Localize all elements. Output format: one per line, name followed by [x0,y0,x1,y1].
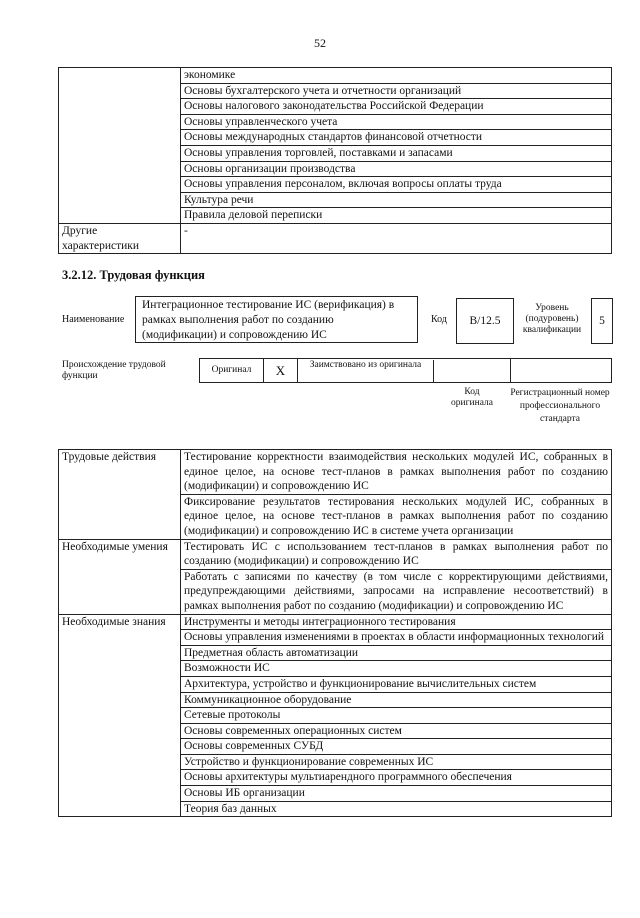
list-item: Основы управления торговлей, поставками и запасами [181,145,612,161]
level-label: Уровень (подуровень) квалификации [522,303,582,335]
table-row [59,68,612,84]
knowledge-item: Основы современных операционных систем [181,723,612,739]
page-number: 52 [314,36,326,50]
table-row [59,450,612,495]
knowledge-label: Необходимые знания [59,614,181,817]
list-item: Основы бухгалтерского учета и отчетности организаций [181,83,612,99]
knowledge-item: Возможности ИС [181,661,612,677]
borrowed-label: Заимствовано из оригинала [298,360,434,382]
list-item: Основы налогового законодательства Российской Федерации [181,99,612,115]
list-item: Основы международных стандартов финансовой отчетности [181,130,612,146]
skills-label: Необходимые умения [59,539,181,614]
function-details-table [58,449,612,817]
origin-row [199,358,612,383]
list-item: Культура речи [181,192,612,208]
name-label: Наименование [62,314,125,325]
skill-item: Тестировать ИС с использованием тест-планов в рамках выполнения работ по созданию (модификации) и сопровождению ИС [181,539,612,569]
knowledge-item: Сетевые протоколы [181,708,612,724]
knowledge-item: Устройство и функционирование современных ИС [181,754,612,770]
original-mark: X [264,359,298,382]
knowledge-item: Инструменты и методы интеграционного тестирования [181,614,612,630]
list-item: Основы организации производства [181,161,612,177]
action-item: Фиксирование результатов тестирования нескольких модулей ИС, собранных в единое целое, на основе тест-планов в рамках выполнения работ по созданию (модификации) и сопровождению ИС в системе учета организации [181,494,612,539]
action-item: Тестирование корректности взаимодействия нескольких модулей ИС, собранных в единое целое, на основе тест-планов в рамках выполнения работ по созданию (модификации) и сопровождению ИС [181,450,612,495]
reg-number-cell [511,359,611,382]
knowledge-item: Основы ИБ организации [181,786,612,802]
knowledge-item: Теория баз данных [181,801,612,817]
knowledge-item: Предметная область автоматизации [181,645,612,661]
knowledge-item: Основы архитектуры мультиарендного программного обеспечения [181,770,612,786]
list-item: экономике [181,68,612,84]
level-value: 5 [591,298,613,344]
other-characteristics-value: - [181,223,612,253]
original-label: Оригинал [200,359,264,382]
list-item: Основы управленческого учета [181,114,612,130]
section-title: 3.2.12. Трудовая функция [62,268,205,282]
knowledge-continuation-table [58,67,612,254]
origin-label: Происхождение трудовой функции [62,360,166,381]
list-item: Правила деловой переписки [181,208,612,224]
table-row [59,223,612,253]
code-label: Код [431,314,447,325]
function-name-box: Интеграционное тестирование ИС (верификация) в рамках выполнения работ по созданию (модификации) и сопровождению ИС [135,296,418,343]
reg-number-label: Регистрационный номер профессионального стандарта [510,388,610,424]
code-value: B/12.5 [456,298,514,344]
knowledge-item: Архитектура, устройство и функционирование вычислительных систем [181,676,612,692]
knowledge-item: Коммуникационное оборудование [181,692,612,708]
skill-item: Работать с записями по качеству (в том числе с корректирующими действиями, предупреждающими действиями, запросами на исправление несоответствий) в рамках выполнения работ по созданию (модификации) и сопровождению ИС [181,569,612,614]
code-original-cell [434,359,511,382]
other-characteristics-label: Другие характеристики [59,223,181,253]
list-item: Основы управления персоналом, включая вопросы оплаты труда [181,177,612,193]
code-original-label: Код оригинала [451,387,493,408]
knowledge-item: Основы управления изменениями в проектах в области информационных технологий [181,630,612,646]
table-row [59,614,612,630]
empty-label-cell [59,68,181,224]
table-row [59,539,612,569]
actions-label: Трудовые действия [59,450,181,540]
knowledge-item: Основы современных СУБД [181,739,612,755]
